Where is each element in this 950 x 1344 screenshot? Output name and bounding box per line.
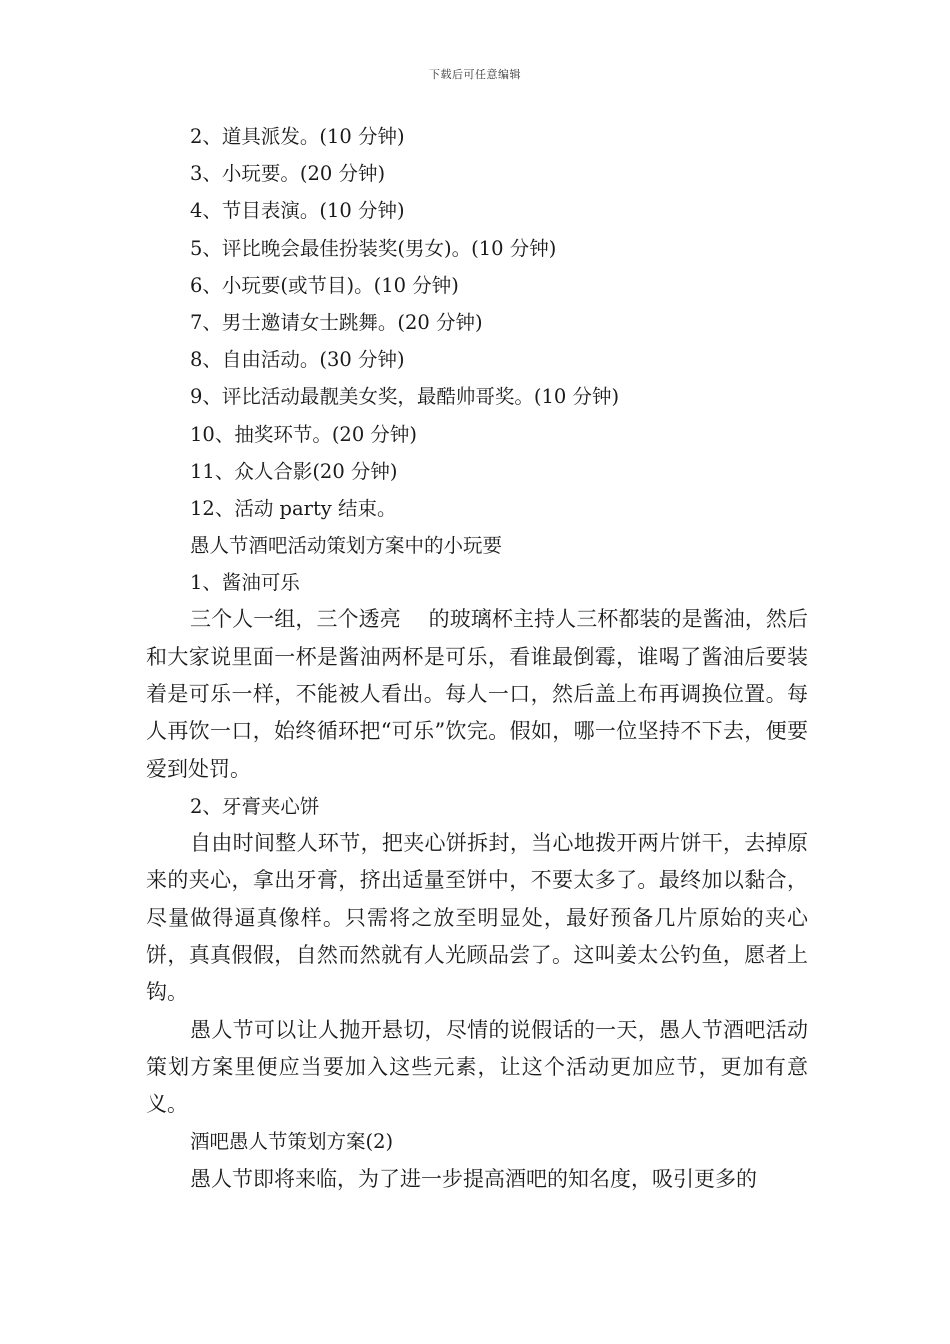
list-item: 8、自由活动。(30 分钟) (190, 348, 405, 372)
closing-paragraph: 愚人节可以让人抛开悬切，尽情的说假话的一天，愚人节酒吧活动策划方案里便应当要加入这些元素，让这个活动更加应节，更加有意义。 (146, 1017, 808, 1117)
list-item: 5、评比晚会最佳扮装奖(男女)。(10 分钟) (190, 236, 557, 260)
section-title: 愚人节酒吧活动策划方案中的小玩要 (190, 534, 503, 558)
list-item: 7、男士邀请女士跳舞。(20 分钟) (190, 310, 483, 334)
list-item: 9、评比活动最靓美女奖，最酷帅哥奖。(10 分钟) (190, 385, 620, 409)
game2-paragraph: 自由时间整人环节，把夹心饼拆封，当心地拨开两片饼干，去掉原来的夹心，拿出牙膏，挤出适量至饼中，不要太多了。最终加以黏合，尽量做得逼真像样。只需将之放至明显处，最好预备几片原始的夹心饼，真真假假，自然而然就有人光顾品尝了。这叫姜太公钓鱼，愿者上钩。 (146, 831, 808, 1005)
document-body (146, 118, 808, 1198)
list-item: 3、小玩要。(20 分钟) (190, 162, 386, 186)
list-item: 10、抽奖环节。(20 分钟) (190, 422, 418, 446)
list-item: 4、节目表演。(10 分钟) (190, 199, 405, 223)
game1-title: 1、酱油可乐 (190, 571, 300, 595)
list-item: 11、众人合影(20 分钟) (190, 459, 398, 483)
list-item: 6、小玩要(或节目)。(10 分钟) (190, 273, 459, 297)
game1-paragraph: 三个人一组，三个透亮 的玻璃杯主持人三杯都装的是酱油，然后和大家说里面一杯是酱油两杯是可乐，看谁最倒霉，谁喝了酱油后要装着是可乐一样，不能被人看出。每人一口，然后盖上布再调换位置。每人再饮一口，始终循环把“可乐”饮完。假如，哪一位坚持不下去，便要爱到处罚。 (146, 607, 808, 781)
plan2-paragraph: 愚人节即将来临，为了进一步提高酒吧的知名度，吸引更多的 (190, 1166, 757, 1191)
list-item: 2、道具派发。(10 分钟) (190, 125, 405, 148)
plan2-title: 酒吧愚人节策划方案(2) (190, 1130, 394, 1154)
game2-title: 2、牙膏夹心饼 (190, 794, 320, 818)
list-item: 12、活动 party 结束。 (190, 496, 397, 520)
page-header: 下载后可任意编辑 (429, 68, 521, 81)
